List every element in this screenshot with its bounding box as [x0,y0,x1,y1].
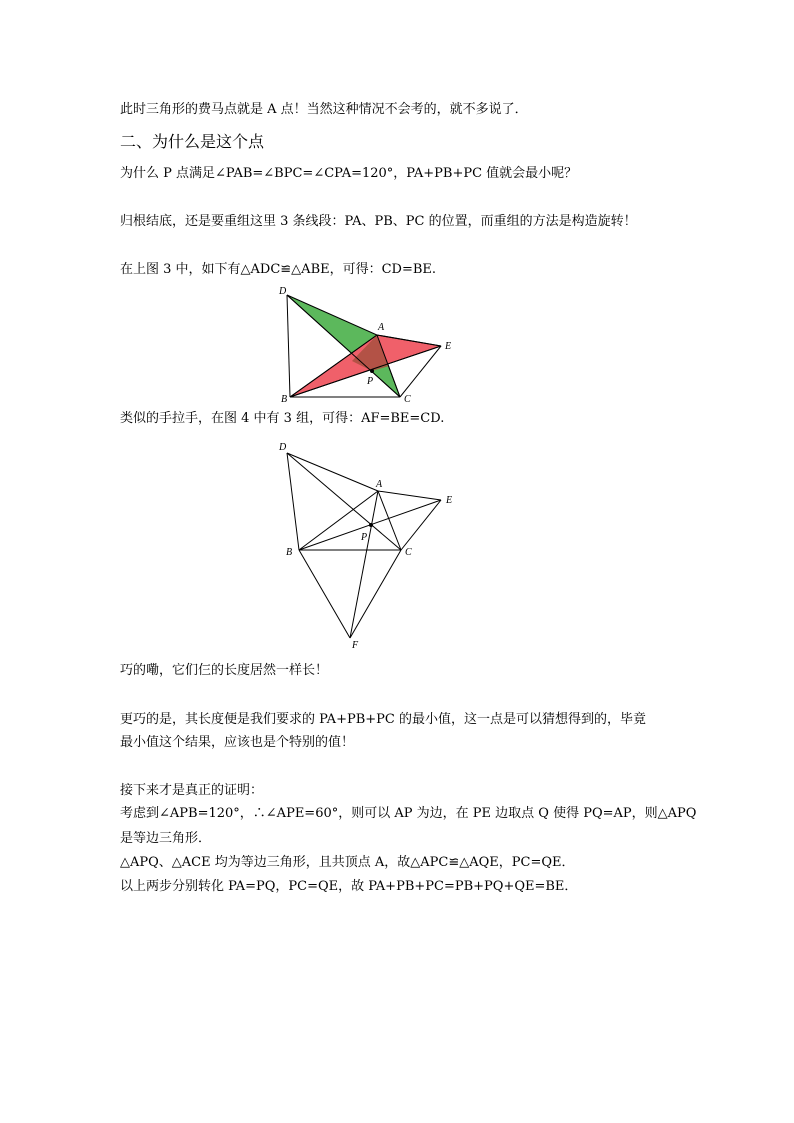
edge-cf [350,550,401,638]
paragraph-line: 在上图 3 中，如下有△ADC≌△ABE，可得：CD=BE. [120,262,437,277]
paragraph-line: 此时三角形的费马点就是 A 点！当然这种情况不会考的，就不多说了． [120,102,528,117]
label-p: P [361,532,368,543]
edge-bf [299,550,350,638]
edge-af [350,491,378,638]
label-c: C [404,394,411,405]
paragraph-line: 更巧的是，其长度便是我们要求的 PA+PB+PC 的最小值，这一点是可以猜想得到的，毕竟 [120,712,646,727]
label-f: F [352,640,359,651]
label-c: C [405,547,412,558]
label-a: A [376,479,383,490]
label-b: B [286,547,293,558]
label-e: E [446,495,453,506]
paragraph-line: 最小值这个结果，应该也是个特别的值！ [120,735,355,750]
edge-db [287,453,299,550]
label-a: A [378,322,385,333]
paragraph-line: 考虑到∠APB=120°，∴∠APE=60°，则可以 AP 为边，在 PE 边取点 Q 使得 PQ=AP，则△APQ [120,806,697,821]
paragraph-line: 巧的嘞，它们仨的长度居然一样长！ [120,663,329,678]
label-d: D [279,442,287,453]
label-d: D [279,286,287,297]
paragraph-line: 接下来才是真正的证明： [120,783,264,798]
edge-da [287,453,378,491]
edge-ae [378,491,441,500]
label-e: E [445,341,452,352]
section-heading: 二、为什么是这个点 [120,132,265,151]
label-p: P [367,376,374,387]
label-b: B [281,394,288,405]
point-p [369,523,373,527]
paragraph-line: 归根结底，还是要重组这里 3 条线段：PA、PB、PC 的位置，而重组的方法是构造旋转！ [120,214,637,229]
paragraph-line: 为什么 P 点满足∠PAB=∠BPC=∠CPA=120°，PA+PB+PC 值就会最小呢？ [120,166,578,181]
edge-dc [287,453,401,550]
paragraph-line: △APQ、△ACE 均为等边三角形，且共顶点 A，故△APC≌△AQE，PC=QE． [120,855,575,870]
paragraph-line: 以上两步分别转化 PA=PQ，PC=QE，故 PA+PB+PC=PB+PQ+QE=BE． [120,879,578,894]
paragraph-line: 是等边三角形． [120,831,212,846]
paragraph-line: 类似的手拉手，在图 4 中有 3 组，可得：AF=BE=CD. [120,411,445,426]
